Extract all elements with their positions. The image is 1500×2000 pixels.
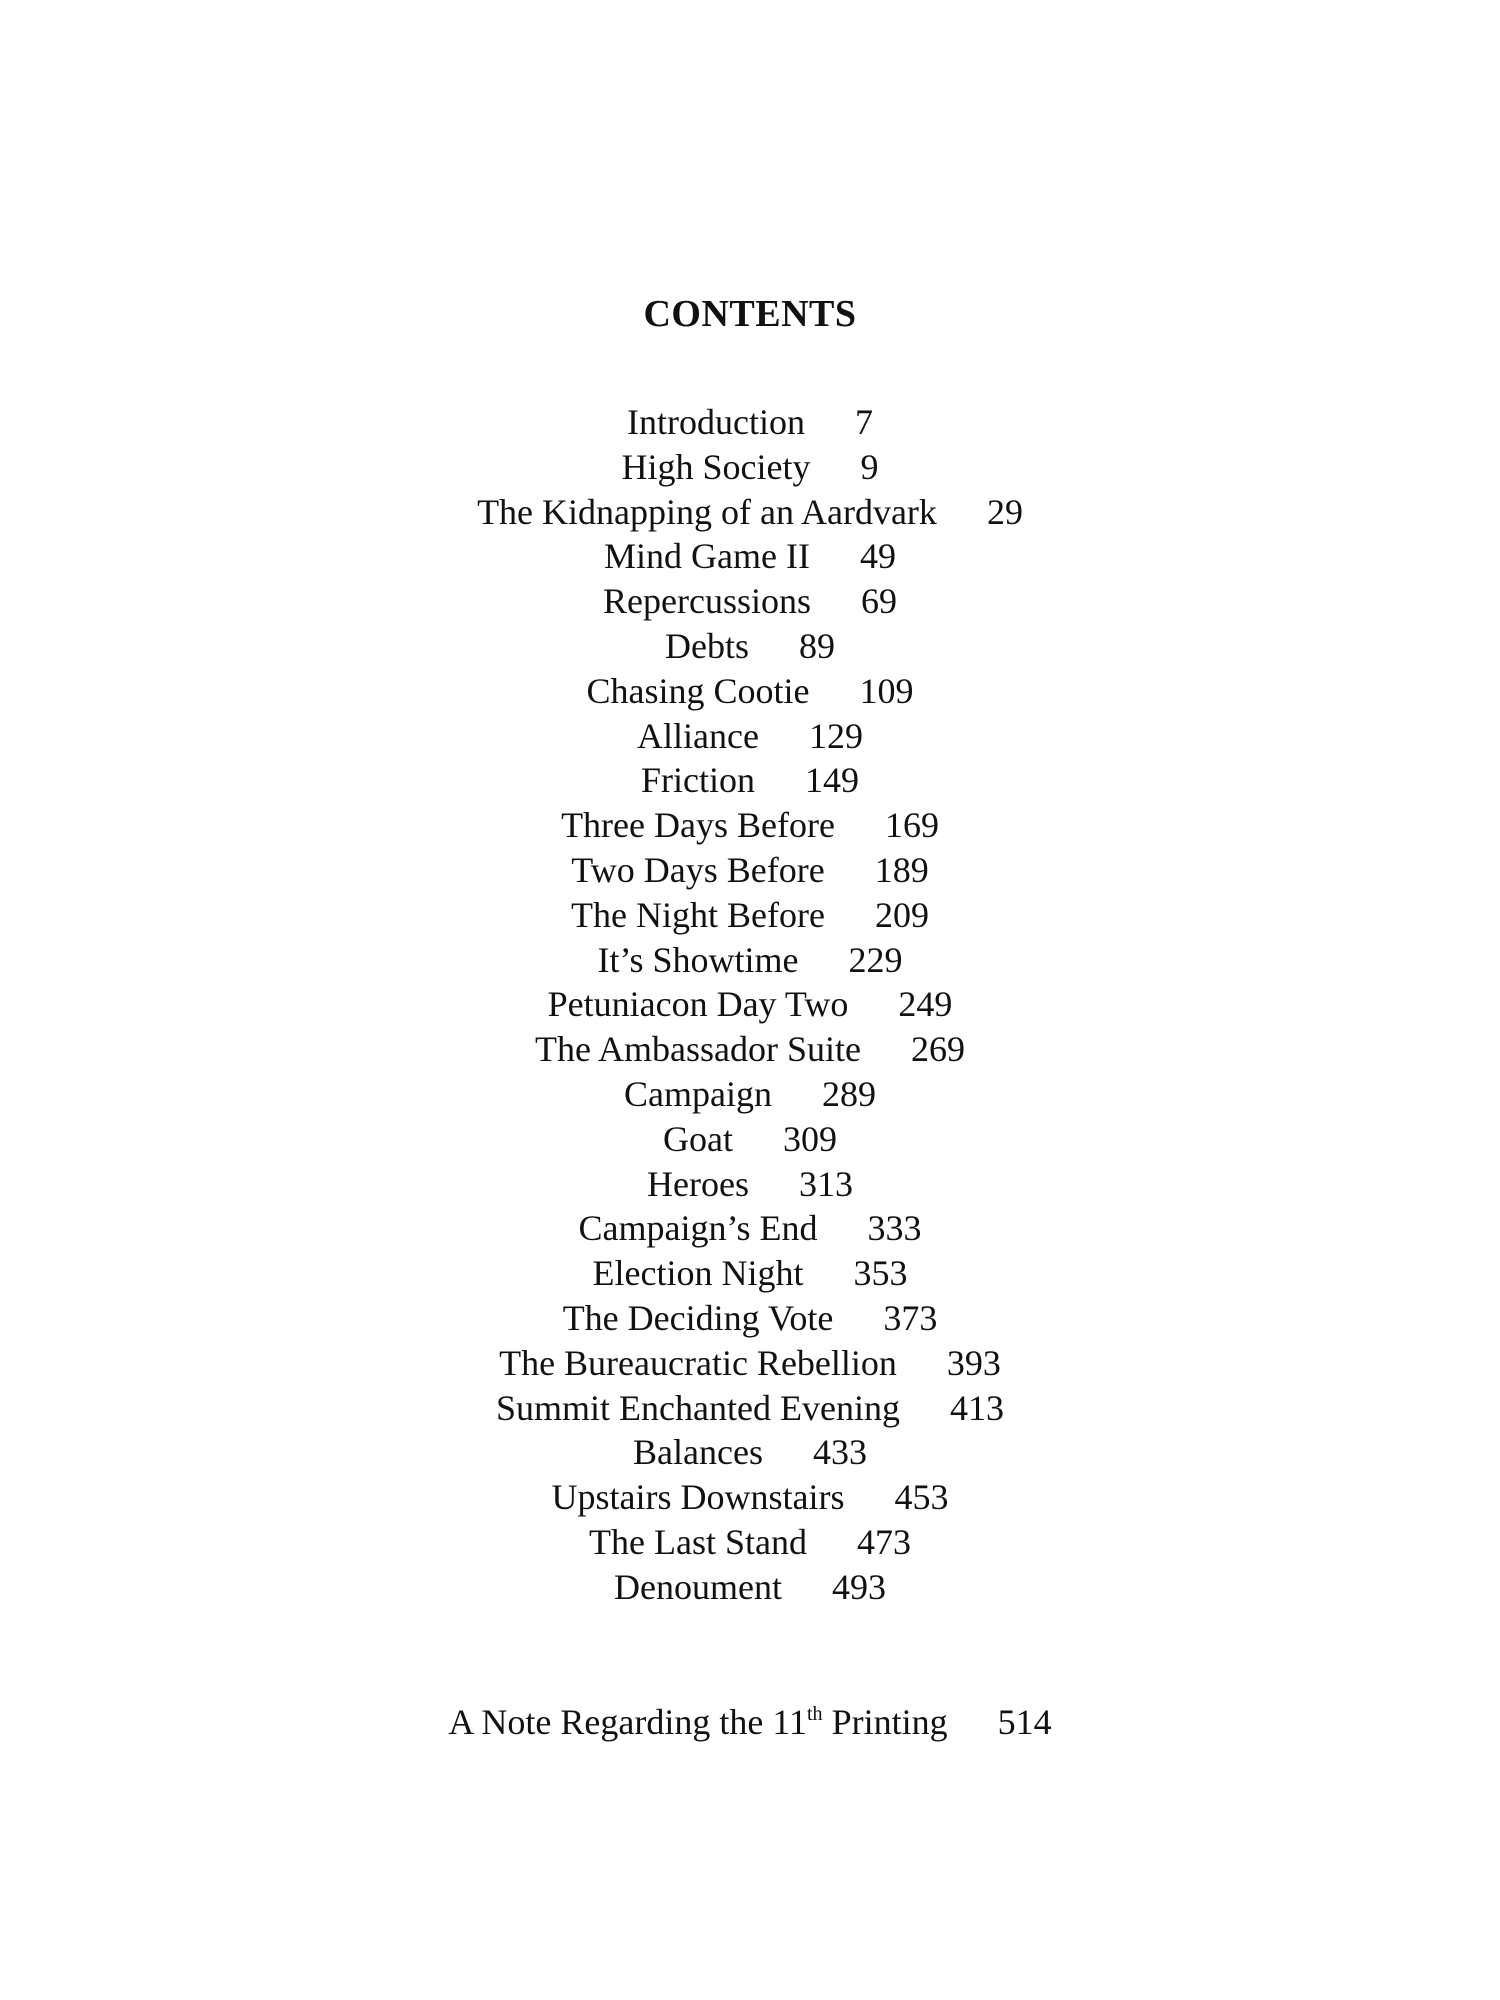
entry-page-number: 433 — [812, 1432, 867, 1473]
entry-title: Alliance — [637, 715, 759, 756]
toc-entry — [0, 400, 1500, 445]
entry-title: Introduction — [627, 402, 805, 442]
toc-entry — [0, 848, 1500, 893]
toc-entry — [0, 669, 1500, 714]
entry-title: The Last Stand — [589, 1521, 807, 1562]
entry-page-number: 373 — [883, 1297, 938, 1338]
note-title-before: A Note Regarding the 11 — [448, 1702, 807, 1742]
entry-title: Goat — [663, 1118, 733, 1159]
entry-page-number: 453 — [894, 1477, 949, 1518]
entry-title: Balances — [633, 1432, 763, 1473]
entry-title: Campaign’s End — [578, 1208, 818, 1249]
entry-title: The Ambassador Suite — [535, 1029, 861, 1070]
toc-entry — [0, 1296, 1500, 1341]
toc-entry — [0, 803, 1500, 848]
toc-entry — [0, 579, 1500, 624]
entry-page-number: 289 — [821, 1073, 876, 1114]
entry-page-number: 309 — [782, 1118, 837, 1159]
toc-entry — [0, 714, 1500, 759]
entry-page-number: 29 — [986, 491, 1023, 532]
entry-page-number: 249 — [898, 984, 953, 1025]
entry-title: The Deciding Vote — [562, 1297, 834, 1338]
entry-page-number: 209 — [874, 894, 929, 935]
entry-page-number: 229 — [848, 939, 903, 980]
entry-page-number: 49 — [859, 536, 896, 577]
entry-page-number: 269 — [910, 1029, 965, 1070]
toc-entry — [0, 1475, 1500, 1520]
entry-title: It’s Showtime — [597, 939, 799, 980]
toc-entry — [0, 1386, 1500, 1431]
toc-entry — [0, 982, 1500, 1027]
entry-page-number: 9 — [860, 446, 879, 487]
entry-title: Two Days Before — [571, 849, 825, 890]
note-title-superscript: th — [807, 1703, 823, 1725]
entry-page-number: 353 — [853, 1253, 908, 1294]
entry-title: Campaign — [624, 1073, 772, 1114]
entry-title: Upstairs Downstairs — [551, 1477, 845, 1518]
entry-page-number: 393 — [946, 1342, 1001, 1383]
entry-title: The Night Before — [571, 894, 825, 935]
entry-page-number: 493 — [831, 1566, 886, 1607]
toc-entry — [0, 1027, 1500, 1072]
entry-title: Summit Enchanted Evening — [496, 1387, 900, 1428]
entry-page-number: 89 — [799, 625, 835, 666]
entry-page-number: 333 — [867, 1208, 922, 1249]
entry-page-number: 413 — [949, 1387, 1004, 1428]
toc-entry — [0, 1341, 1500, 1386]
entry-page-number: 129 — [808, 715, 863, 756]
entry-page-number: 7 — [854, 402, 873, 442]
entry-page-number: 149 — [805, 760, 859, 801]
printing-note-entry — [0, 1700, 1500, 1744]
toc-entry — [0, 490, 1500, 535]
entry-title: High Society — [621, 446, 811, 487]
toc-entry — [0, 1162, 1500, 1207]
note-page-number: 514 — [997, 1702, 1052, 1742]
entry-page-number: 313 — [798, 1163, 853, 1204]
entry-title: Mind Game II — [604, 536, 810, 577]
entry-title: Repercussions — [603, 581, 811, 622]
entry-title: Friction — [641, 760, 755, 801]
entry-title: The Bureaucratic Rebellion — [499, 1342, 897, 1383]
entry-title: Petuniacon Day Two — [547, 984, 849, 1025]
toc-entry — [0, 1117, 1500, 1162]
toc-entry — [0, 534, 1500, 579]
entry-page-number: 189 — [874, 849, 929, 890]
entry-page-number: 109 — [859, 670, 914, 711]
toc-entry — [0, 938, 1500, 983]
toc-entry — [0, 445, 1500, 490]
contents-heading: CONTENTS — [643, 293, 857, 335]
toc-entry — [0, 1520, 1500, 1565]
entry-title: Chasing Cootie — [586, 670, 810, 711]
entry-title: Heroes — [647, 1163, 749, 1204]
toc-entry — [0, 758, 1500, 803]
note-title-after: Printing — [822, 1702, 948, 1742]
entry-page-number: 473 — [856, 1521, 911, 1562]
entry-title: Election Night — [592, 1253, 804, 1294]
toc-list — [0, 400, 1500, 1610]
toc-entry — [0, 1072, 1500, 1117]
entry-title: Three Days Before — [561, 805, 835, 846]
entry-page-number: 69 — [860, 581, 897, 622]
entry-title: Denoument — [614, 1566, 782, 1607]
toc-entry — [0, 1565, 1500, 1610]
entry-title: The Kidnapping of an Aardvark — [477, 491, 937, 532]
toc-entry — [0, 1430, 1500, 1475]
toc-entry — [0, 624, 1500, 669]
entry-title: Debts — [665, 625, 749, 666]
toc-entry — [0, 1251, 1500, 1296]
toc-entry — [0, 1206, 1500, 1251]
toc-entry — [0, 893, 1500, 938]
entry-page-number: 169 — [884, 805, 939, 846]
